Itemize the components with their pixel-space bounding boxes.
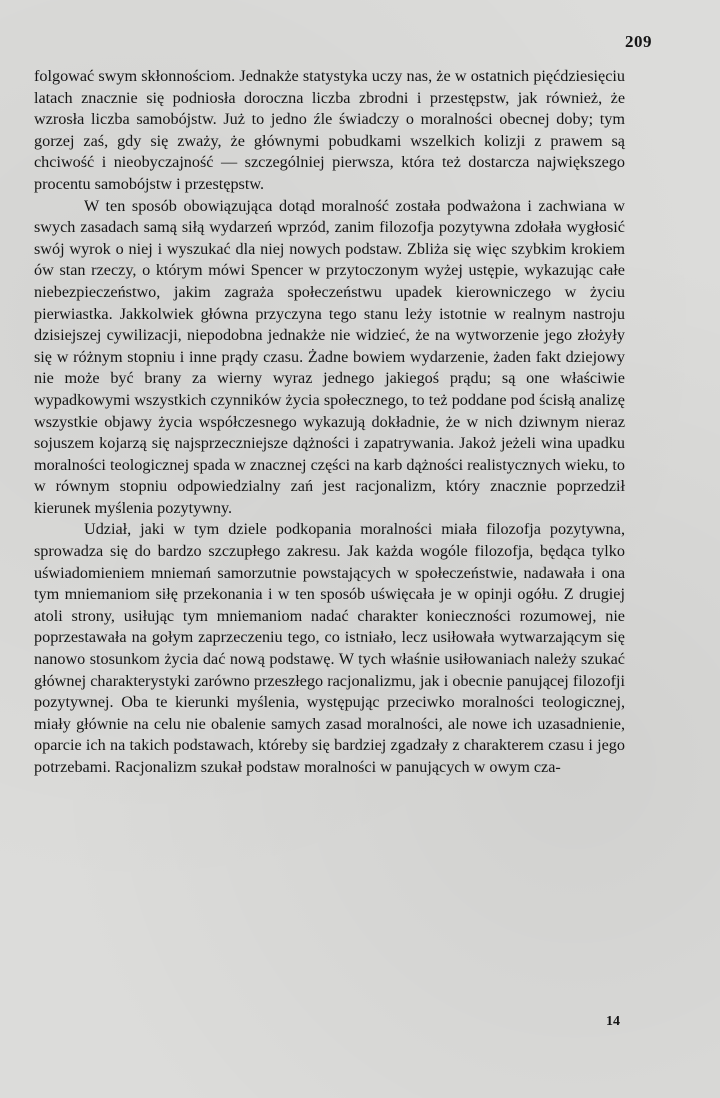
paragraph-2: W ten sposób obowiązująca dotąd moralność została podważona i zachwiana w swych zasadach samą siłą wydarzeń wprzód, zanim filozofja pozytywna zdołała wygłosić swój wyrok o niej i wyszukać dla niej nowych podstaw. Zbliża się więc szybkim krokiem ów stan rzeczy, o którym mówi Spencer w przytoczonym wyżej ustępie, wykazując całe niebezpieczeństwo, jakim zagraża społeczeństwu upadek kierowniczego w życiu pierwiastka. Jakkolwiek główna przyczyna tego stanu leży istotnie w realnym nastroju dzisiejszej cywilizacji, niepodobna jednakże nie widzieć, że na wytworzenie jego złożyły się w różnym stopniu i inne prądy czasu. Żadne bowiem wydarzenie, żaden fakt dziejowy nie może być brany za wierny wyraz jednego jakiegoś prądu; są one właściwie wypadkowymi wszystkich czynników życia społecznego, to też poddane pod ścisłą analizę wszystkie objawy życia współczesnego wykazują dokładnie, że w nich dziwnym nieraz sojuszem kojarzą się najsprzeczniejsze dążności i zapatrywania. Jakoż jeżeli wina upadku moralności teologicznej spada w znacznej części na karb dążności realistycznych wieku, to w równym stopniu odpowiedzialny zań jest racjonalizm, który znacznie poprzedził kierunek myślenia pozytywny. [34,196,625,517]
printer-signature-mark: 14 [606,1014,620,1029]
body-text [34,66,625,779]
paragraph-3: Udział, jaki w tym dziele podkopania moralności miała filozofja pozytywna, sprowadza się do bardzo szczupłego zakresu. Jak każda wogóle filozofja, będąca tylko uświadomieniem mniemań samorzutnie powstających w społeczeństwie, nadawała i ona tym mniemaniom siłę przekonania i w ten sposób uświęcała je w opinji ogółu. Z drugiej atoli strony, usiłując tym mniemaniom nadać charakter konieczności rozumowej, nie poprzestawała na gołym zaprzeczeniu tego, co istniało, lecz usiłowała wytwarzającym się nanowo stosunkom życia dać nową podstawę. W tych właśnie usiłowaniach należy szukać głównej charakterystyki zarówno przeszłego racjonalizmu, jak i obecnie panującej filozofji pozytywnej. Oba te kierunki myślenia, występując przeciwko moralności teologicznej, miały głównie na celu nie obalenie samych zasad moralności, ale nowe ich uzasadnienie, oparcie ich na takich podstawach, któreby się bardziej zgadzały z charakterem czasu i jego potrzebami. Racjonalizm szukał podstaw moralności w panujących w owym cza- [34,520,625,776]
page-number: 209 [625,32,652,51]
paragraph-1: folgować swym skłonnościom. Jednakże statystyka uczy nas, że w ostatnich pięćdziesięciu latach znacznie się podniosła doroczna liczba zbrodni i przestępstw, jak również, że wzrosła liczba samobójstw. Już to jedno źle świadczy o moralności obecnej doby; tym gorzej zaś, gdy się zważy, że głównymi pobudkami wszelkich kolizji z prawem są chciwość i nieobyczajność — szczególniej pierwsza, która też dostarcza największego procentu samobójstw i przestępstw. [34,67,625,193]
